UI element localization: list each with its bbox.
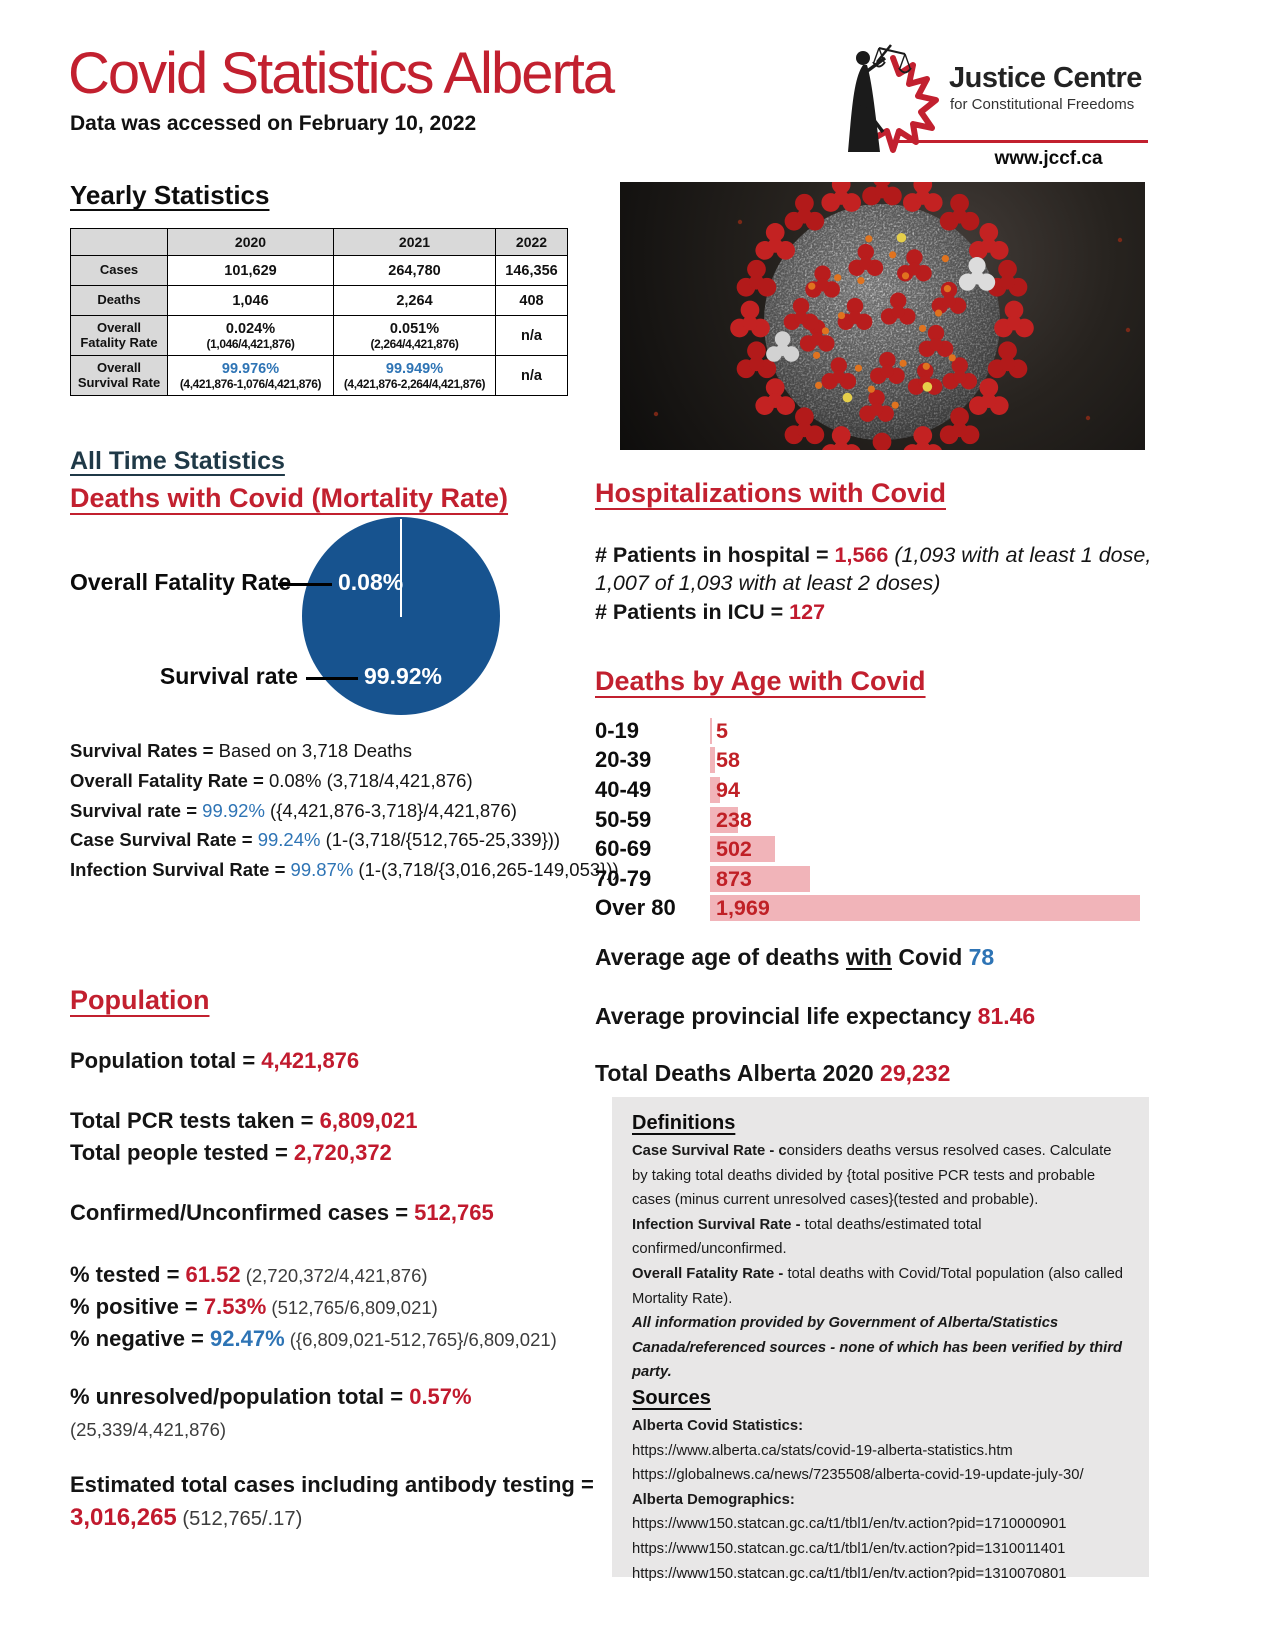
- life-expectancy-line: [595, 1003, 1035, 1030]
- survival-rate-notes: [70, 736, 619, 885]
- text-segment: 3,016,265: [70, 1504, 177, 1531]
- population-heading: Population: [70, 985, 210, 1015]
- alberta-covid-statistics-label: [632, 1414, 1129, 1439]
- overall-fatality-rate-definition: [632, 1262, 1129, 1311]
- text-segment: Alberta Covid Statistics:: [632, 1417, 804, 1434]
- pie-fatality-value: 0.08%: [338, 569, 404, 595]
- yearly-column-header: 2020: [168, 229, 334, 256]
- age-death-count: 238: [716, 807, 752, 832]
- text-segment: (1-(3,718/{512,765-25,339})): [320, 829, 561, 851]
- yearly-table-row: [71, 286, 568, 316]
- infection-survival-rate-definition: [632, 1213, 1129, 1262]
- age-bar-row: [595, 805, 1148, 835]
- text-segment: total deaths/estimated total confirmed/unconfirmed.: [632, 1216, 982, 1258]
- age-death-bar: [710, 895, 1140, 921]
- text-segment: https://www.alberta.ca/stats/covid-19-alberta-statistics.htm: [632, 1442, 1013, 1459]
- text-segment: All information provided by Government of Alberta/Statistics Canada/referenced sources - none of which has been verified by third party.: [632, 1315, 1123, 1381]
- text-segment: 92.47%: [210, 1326, 285, 1351]
- pie-slice-divider: [400, 519, 402, 617]
- pie-survival-callout-label: Survival rate: [159, 663, 298, 689]
- antibody-estimate-label-line: [70, 1472, 594, 1498]
- text-segment: https://www150.statcan.gc.ca/t1/tbl1/en/tv.action?pid=1310070801: [632, 1565, 1067, 1582]
- yearly-row-label: Cases: [71, 256, 168, 286]
- age-death-count: 1,969: [716, 896, 770, 921]
- text-segment: (1,093 with at least 1 dose,: [894, 543, 1152, 567]
- text-segment: 81.46: [977, 1003, 1036, 1029]
- age-bar-track: [710, 895, 1148, 921]
- age-death-count: 94: [716, 777, 740, 802]
- text-segment: Confirmed/Unconfirmed cases =: [70, 1200, 415, 1225]
- age-group-label: Over 80: [595, 895, 676, 921]
- age-bar-track: [710, 807, 1148, 833]
- source-link-statcan-3[interactable]: [632, 1562, 1129, 1587]
- yearly-table-cell: 99.949% (4,421,876-2,264/4,421,876): [334, 356, 496, 396]
- text-segment: 99.87%: [290, 859, 354, 881]
- confirmed-cases-line: [70, 1200, 494, 1226]
- definitions-sources-box: [612, 1097, 1149, 1582]
- yearly-table-cell: 264,780: [334, 256, 496, 286]
- survival-rates-basis-line: [70, 736, 619, 766]
- text-segment: Survival rate =: [70, 799, 203, 821]
- page-subtitle: Data was accessed on February 10, 2022: [70, 112, 477, 135]
- yearly-table-row: [71, 316, 568, 356]
- age-group-label: 40-49: [595, 776, 652, 802]
- unresolved-fraction-line: [70, 1416, 226, 1442]
- text-segment: 78: [968, 944, 995, 970]
- lady-justice-maple-leaf-icon: [833, 40, 951, 172]
- yearly-table-body: [71, 256, 568, 396]
- text-segment: 127: [789, 600, 826, 624]
- age-group-label: 50-59: [595, 806, 652, 832]
- text-segment: 2,720,372: [293, 1140, 392, 1165]
- text-segment: https://globalnews.ca/news/7235508/alberta-covid-19-update-july-30/: [632, 1467, 1084, 1484]
- overall-fatality-rate-line: [70, 766, 619, 796]
- age-group-label: 20-39: [595, 747, 652, 773]
- text-segment: # Patients in ICU =: [595, 600, 790, 624]
- pct-positive-line: [70, 1294, 438, 1320]
- text-segment: % unresolved/population total =: [70, 1384, 410, 1409]
- age-bar-track: [710, 747, 1148, 773]
- text-segment: Infection Survival Rate =: [70, 859, 291, 881]
- text-segment: % tested =: [70, 1262, 186, 1287]
- mortality-rate-heading: Deaths with Covid (Mortality Rate): [70, 483, 509, 513]
- yearly-table-cell: 0.024% (1,046/4,421,876): [168, 316, 334, 356]
- pie-survival-value: 99.92%: [364, 663, 443, 689]
- age-bar-track: [710, 866, 1148, 892]
- age-group-label: 0-19: [595, 717, 640, 743]
- text-segment: Population total =: [70, 1048, 262, 1073]
- patients-in-icu-line: [595, 600, 825, 625]
- age-death-count: 873: [716, 866, 752, 891]
- age-death-count: 58: [716, 748, 740, 773]
- source-link-statcan-2[interactable]: [632, 1537, 1129, 1562]
- age-bar-track: [710, 718, 1148, 744]
- age-bar-row: [595, 894, 1148, 924]
- hospitalizations-heading: Hospitalizations with Covid: [595, 478, 947, 508]
- text-segment: 29,232: [880, 1060, 951, 1086]
- text-segment: 6,809,021: [319, 1108, 418, 1133]
- yearly-column-header: [71, 229, 168, 256]
- logo-org-tagline: for Constitutional Freedoms: [950, 96, 1135, 113]
- case-survival-rate-line: [70, 825, 619, 855]
- antibody-estimate-value-line: [70, 1504, 302, 1532]
- text-segment: 1,007 of 1,093 with at least 2 doses): [595, 571, 941, 595]
- text-segment: 0.57%: [409, 1384, 472, 1409]
- age-bar-row: [595, 716, 1148, 746]
- yearly-row-label: Deaths: [71, 286, 168, 316]
- text-segment: Case Survival Rate - c: [632, 1143, 787, 1159]
- patients-doses-line: [595, 571, 940, 596]
- age-bar-row: [595, 746, 1148, 776]
- text-segment: Average provincial life expectancy: [595, 1003, 978, 1029]
- age-death-bar: [710, 747, 715, 773]
- text-segment: https://www150.statcan.gc.ca/t1/tbl1/en/tv.action?pid=1710000901: [632, 1516, 1067, 1533]
- logo-org-name: Justice Centre: [949, 62, 1142, 94]
- total-deaths-2020-line: [595, 1060, 950, 1087]
- page-title: Covid Statistics Alberta: [68, 41, 614, 106]
- text-segment: % positive =: [70, 1294, 204, 1319]
- yearly-table-cell: 146,356: [496, 256, 568, 286]
- yearly-row-label: Overall Survival Rate: [71, 356, 168, 396]
- people-tested-line: [70, 1140, 392, 1166]
- infection-survival-rate-line: [70, 855, 619, 885]
- age-group-label: 60-69: [595, 836, 652, 862]
- pie-fatality-callout-label: Overall Fatality Rate: [70, 569, 292, 595]
- coronavirus-image: [620, 182, 1145, 450]
- text-segment: with: [845, 944, 892, 970]
- yearly-table-cell: n/a: [496, 316, 568, 356]
- text-segment: 7.53%: [203, 1294, 267, 1319]
- text-segment: (512,765/.17): [176, 1508, 303, 1530]
- text-segment: (25,339/4,421,876): [70, 1419, 227, 1440]
- text-segment: Alberta Demographics:: [632, 1491, 795, 1508]
- population-total-line: [70, 1048, 359, 1074]
- text-segment: 99.92%: [202, 799, 265, 821]
- coronavirus-icon: [620, 182, 1145, 450]
- source-link-statcan-1[interactable]: [632, 1512, 1129, 1537]
- text-segment: Overall Fatality Rate =: [70, 769, 269, 791]
- yearly-column-header: 2021: [334, 229, 496, 256]
- source-link-globalnews[interactable]: [632, 1463, 1129, 1488]
- deaths-by-age-chart: [595, 716, 1148, 923]
- yearly-table-cell: 99.976% (4,421,876-1,076/4,421,876): [168, 356, 334, 396]
- yearly-table-cell: 2,264: [334, 286, 496, 316]
- text-segment: 4,421,876: [261, 1048, 360, 1073]
- text-segment: % negative =: [70, 1326, 211, 1351]
- logo-divider: [897, 140, 1148, 143]
- pct-tested-line: [70, 1262, 428, 1288]
- jccf-logo: [833, 40, 1148, 172]
- age-death-count: 5: [716, 718, 728, 743]
- text-segment: ({4,421,876-3,718}/4,421,876): [264, 799, 517, 821]
- text-segment: 0.08% (3,718/4,421,876): [268, 769, 473, 791]
- alberta-demographics-label: [632, 1488, 1129, 1513]
- text-segment: Total people tested =: [70, 1140, 294, 1165]
- logo-website-link[interactable]: www.jccf.ca: [994, 148, 1103, 169]
- text-segment: Survival Rates =: [70, 740, 219, 761]
- text-segment: ({6,809,021-512,765}/6,809,021): [284, 1329, 557, 1350]
- text-segment: 512,765: [414, 1200, 494, 1225]
- text-segment: Case Survival Rate =: [70, 829, 258, 851]
- text-segment: (2,720,372/4,421,876): [240, 1265, 428, 1286]
- yearly-row-label: Overall Fatality Rate: [71, 316, 168, 356]
- text-segment: onsiders deaths versus resolved cases. Calculate by taking total deaths divided by {total positive PCR tests and probable cases (minus current unresolved cases}(tested and probable).: [632, 1143, 1112, 1209]
- yearly-statistics-heading: Yearly Statistics: [70, 180, 270, 210]
- yearly-statistics-table: [70, 228, 568, 396]
- text-segment: 61.52: [185, 1262, 241, 1287]
- age-bar-row: [595, 834, 1148, 864]
- case-survival-rate-definition: [632, 1139, 1129, 1213]
- information-disclaimer: [632, 1311, 1129, 1385]
- pie-survival-callout-line: [306, 677, 358, 680]
- yearly-table-row: [71, 256, 568, 286]
- text-segment: Covid: [891, 944, 969, 970]
- age-death-count: 502: [716, 837, 752, 862]
- text-segment: 1,566: [834, 543, 889, 567]
- age-death-bar: [710, 718, 712, 744]
- yearly-table-cell: 101,629: [168, 256, 334, 286]
- yearly-table-cell: 1,046: [168, 286, 334, 316]
- all-time-statistics-heading: All Time Statistics: [70, 447, 285, 475]
- yearly-column-header: 2022: [496, 229, 568, 256]
- text-segment: Total Deaths Alberta 2020: [595, 1060, 881, 1086]
- definitions-heading: Definitions: [632, 1112, 736, 1134]
- pct-negative-line: [70, 1326, 557, 1352]
- pcr-tests-line: [70, 1108, 417, 1134]
- age-bar-track: [710, 836, 1148, 862]
- age-bar-row: [595, 775, 1148, 805]
- yearly-table-cell: n/a: [496, 356, 568, 396]
- text-segment: (1-(3,718/{3,016,265-149,053})): [353, 859, 619, 881]
- text-segment: Infection Survival Rate -: [632, 1216, 805, 1233]
- text-segment: Average age of deaths: [595, 944, 846, 970]
- patients-in-hospital-line: [595, 543, 1151, 568]
- yearly-table-row: [71, 356, 568, 396]
- yearly-table-cell: 0.051% (2,264/4,421,876): [334, 316, 496, 356]
- text-segment: 99.24%: [257, 829, 321, 851]
- age-bar-track: [710, 777, 1148, 803]
- age-group-label: 70-79: [595, 865, 652, 891]
- text-segment: https://www150.statcan.gc.ca/t1/tbl1/en/tv.action?pid=1310011401: [632, 1540, 1066, 1557]
- text-segment: Overall Fatality Rate -: [632, 1265, 788, 1282]
- text-segment: Based on 3,718 Deaths: [218, 740, 412, 761]
- yearly-table-cell: 408: [496, 286, 568, 316]
- pie-fatality-callout-line: [278, 583, 332, 586]
- text-segment: (512,765/6,809,021): [266, 1297, 438, 1318]
- text-segment: total deaths with Covid/Total population (also called Mortality Rate).: [632, 1265, 1124, 1307]
- survival-rate-line: [70, 796, 619, 826]
- age-bar-row: [595, 864, 1148, 894]
- pct-unresolved-line: [70, 1384, 472, 1410]
- text-segment: Total PCR tests taken =: [70, 1108, 320, 1133]
- deaths-by-age-heading: Deaths by Age with Covid: [595, 666, 926, 696]
- text-segment: Estimated total cases including antibody testing =: [70, 1472, 594, 1497]
- mortality-pie-chart: [70, 513, 570, 745]
- average-age-of-deaths-line: [595, 944, 994, 971]
- yearly-table-header: [71, 229, 568, 256]
- text-segment: # Patients in hospital =: [595, 543, 835, 567]
- sources-heading: Sources: [632, 1386, 711, 1409]
- source-link-alberta[interactable]: [632, 1439, 1129, 1464]
